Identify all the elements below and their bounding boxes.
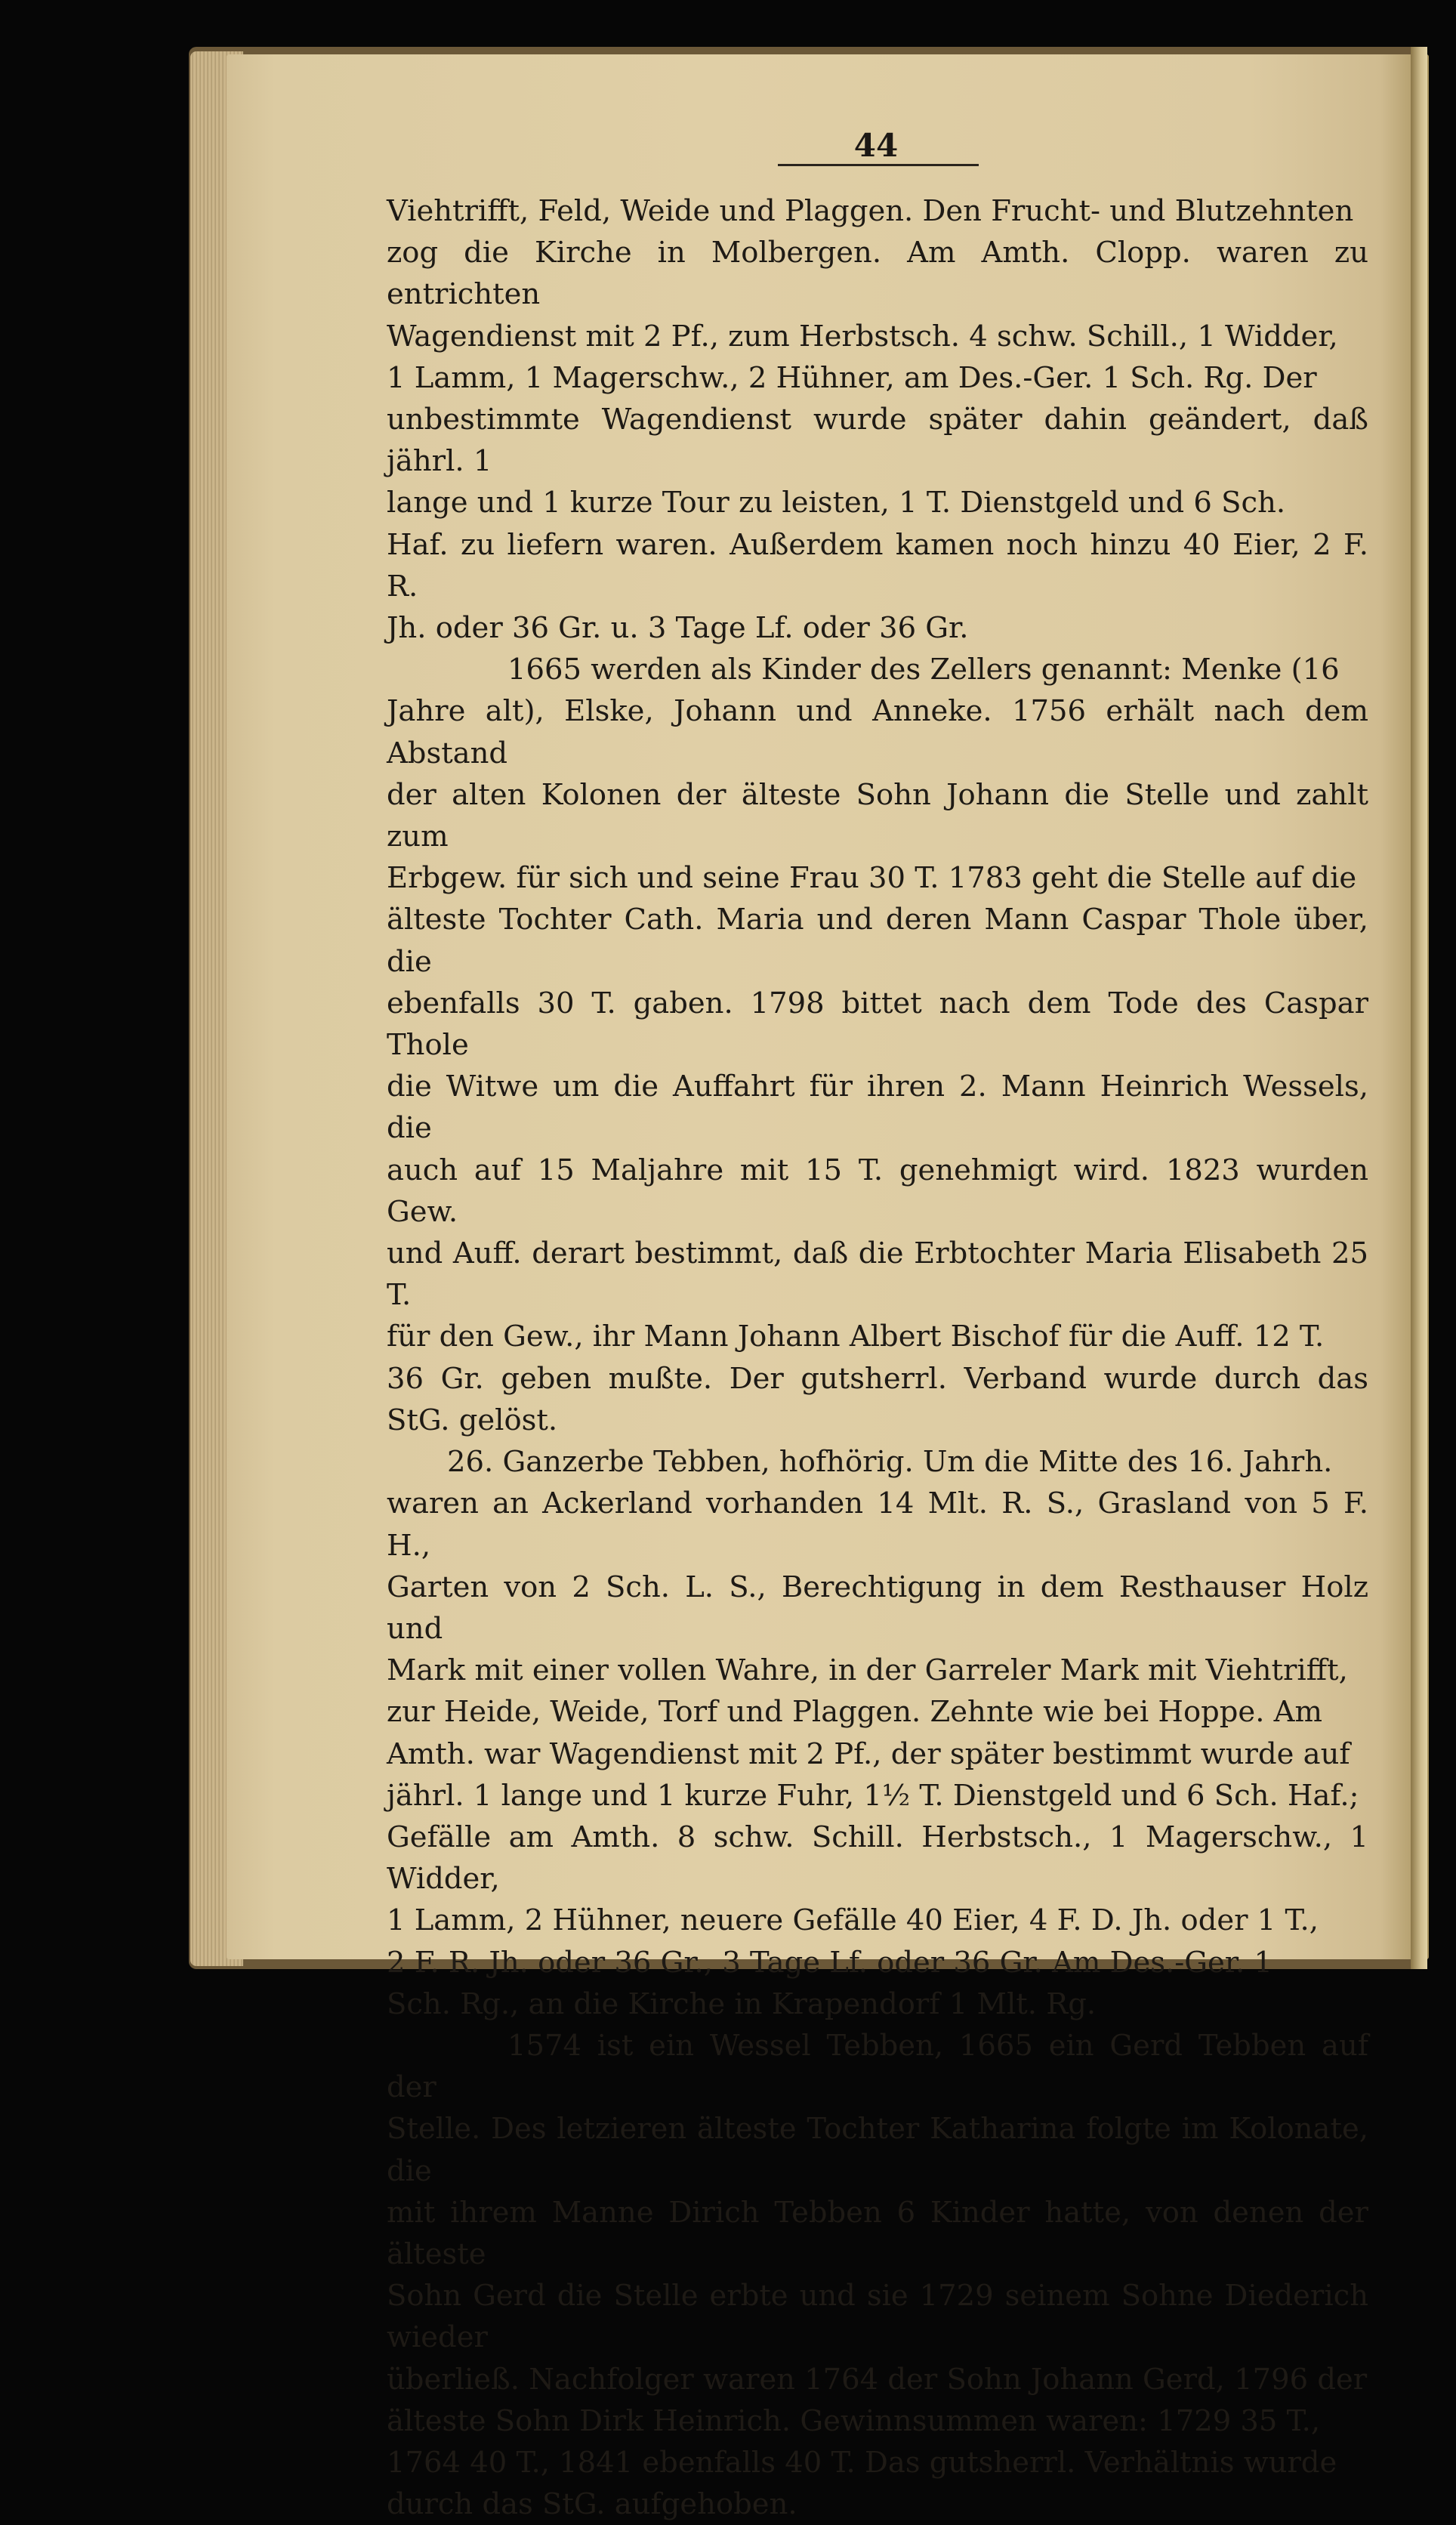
book-gutter <box>1411 47 1427 1969</box>
page-text <box>387 190 1368 2525</box>
page-number: 44 <box>853 127 899 164</box>
paragraph-1: Viehtrifft, Feld, Weide und Plaggen. Den Frucht- und Blutzehnten zog die Kirche in Molbergen. Am Amth. Clopp. waren zu entrichten Wagendienst mit 2 Pf., zum Herbstsch. 4 schw. Schill., 1 Widder, 1 Lamm, 1 Magerschw., 2 Hühner, am Des.-Ger. 1 Sch. Rg. Der unbestimmte Wagendienst wurde später dahin geändert, daß jährl. 1 lange und 1 kurze Tour zu leisten, 1 T. Dienstgeld und 6 Sch. Haf. zu liefern waren. Außerdem kamen noch hinzu 40 Eier, 2 F. R. Jh. oder 36 Gr. u. 3 Tage Lf. oder 36 Gr. <box>387 194 1368 646</box>
paragraph-4: 1574 ist ein Wessel Tebben, 1665 ein Gerd Tebben auf der Stelle. Des letzieren älteste Tochter Katharina folgte im Kolonate, die mit ihrem Manne Dirich Tebben 6 Kinder hatte, von denen der älteste Sohn Gerd die Stelle erbte und sie 1729 seinem Sohne Diederich wieder überließ. Nachfolger waren 1764 der Sohn Johann Gerd, 1796 der älteste Sohn Dirk Heinrich. Gewinnsummen waren: 1729 35 T., 1764 40 T., 1841 ebenfalls 40 T. Das gutsherrl. Verhältnis wurde durch das StG. aufgehoben. <box>387 2028 1368 2522</box>
paragraph-2: 1665 werden als Kinder des Zellers genannt: Menke (16 Jahre alt), Elske, Johann und Anneke. 1756 erhält nach dem Abstand der alten Kolonen der älteste Sohn Johann die Stelle und zahlt zum Erbgew. für sich und seine Frau 30 T. 1783 geht die Stelle auf die älteste Tochter Cath. Maria und deren Mann Caspar Thole über, die ebenfalls 30 T. gaben. 1798 bittet nach dem Tode des Caspar Thole die Witwe um die Auffahrt für ihren 2. Mann Heinrich Wessels, die auch auf 15 Maljahre mit 15 T. genehmigt wird. 1823 wurden Gew. und Auff. derart bestimmt, daß die Erbtochter Maria Elisabeth 25 T. für den Gew., ihr Mann Johann Albert Bischof für die Auff. 12 T. 36 Gr. geben mußte. Der gutsherrl. Verband wurde durch das StG. gelöst. <box>387 653 1368 1437</box>
page-number-rule <box>778 164 979 166</box>
paragraph-3: 26. Ganzerbe Tebben, hofhörig. Um die Mitte des 16. Jahrh. waren an Ackerland vorhanden 14 Mlt. R. S., Grasland von 5 F. H., Garten von 2 Sch. L. S., Berechtigung in dem Resthauser Holz und Mark mit einer vollen Wahre, in der Garreler Mark mit Viehtrifft, zur Heide, Weide, Torf und Plaggen. Zehnte wie bei Hoppe. Am Amth. war Wagendienst mit 2 Pf., der später bestimmt wurde auf jährl. 1 lange und 1 kurze Fuhr, 1½ T. Dienstgeld und 6 Sch. Haf.; Gefälle am Amth. 8 schw. Schill. Herbstsch., 1 Magerschw., 1 Widder, 1 Lamm, 2 Hühner, neuere Gefälle 40 Eier, 4 F. D. Jh. oder 1 T., 2 F. R. Jh. oder 36 Gr., 3 Tage Lf. oder 36 Gr. Am Des.-Ger. 1 Sch. Rg., an die Kirche in Krapendorf 1 Mlt. Rg. <box>387 1445 1368 2021</box>
